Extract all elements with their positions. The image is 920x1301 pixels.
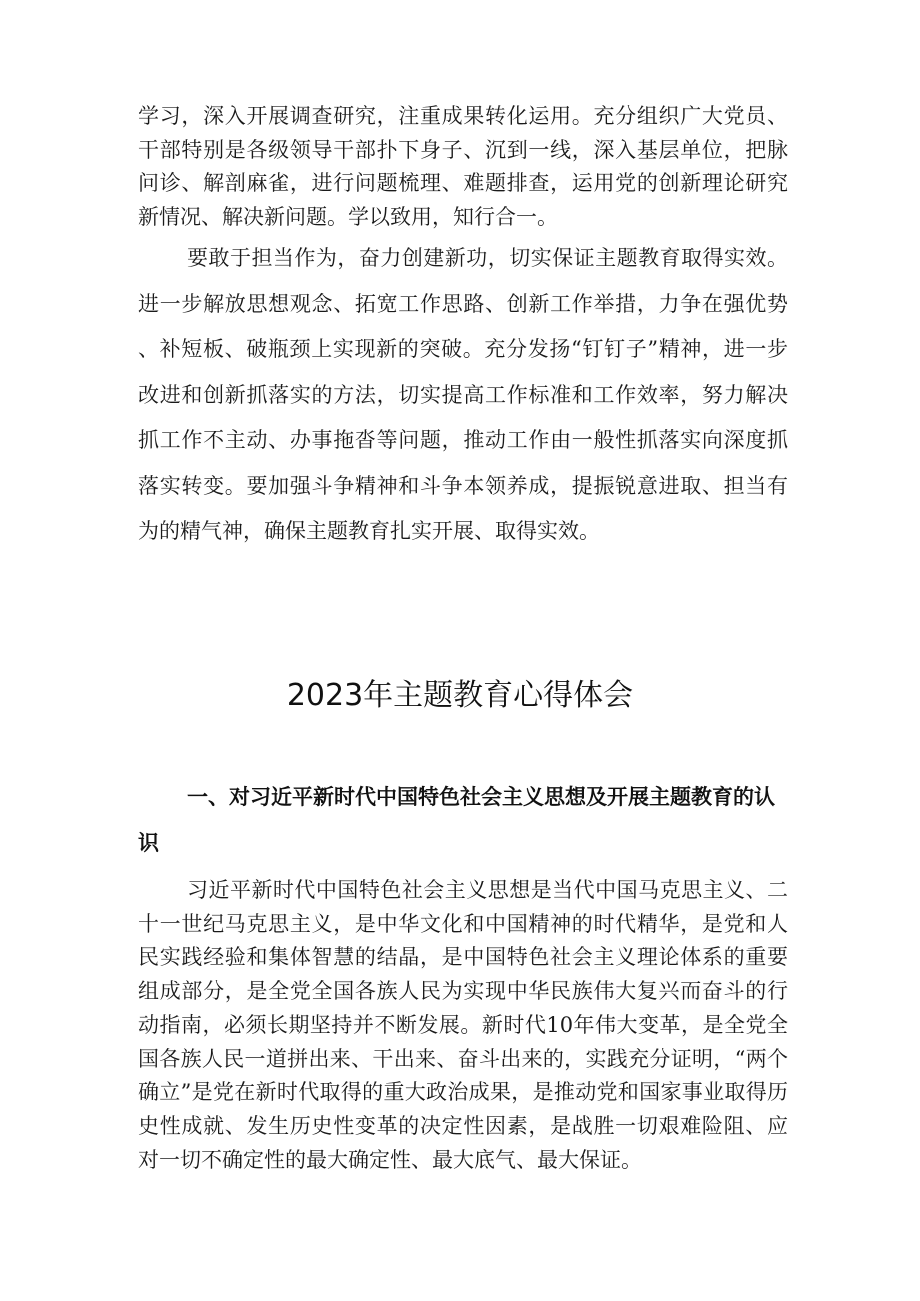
body-paragraph-thought: 习近平新时代中国特色社会主义思想是当代中国马克思主义、二十一世纪马克思主义，是中华文化和中国精神的时代精华，是党和人民实践经验和集体智慧的结晶，是中国特色社会主义理论体系的重要组成部分，是全党全国各族人民为实现中华民族伟大复兴而奋斗的行动指南，必须长期坚持并不断发展。新时代10年伟大变革，是全党全国各族人民一道拼出来、干出来、奋斗出来的，实践充分证明，“两个确立”是党在新时代取得的重大政治成果，是推动党和国家事业取得历史性成就、发生历史性变革的决定性因素，是战胜一切艰难险阻、应对一切不确定性的最大确定性、最大底气、最大保证。: [138, 878, 788, 1172]
body-paragraph-continuation: 学习，深入开展调查研究，注重成果转化运用。充分组织广大党员、干部特别是各级领导干部扑下身子、沉到一线，深入基层单位，把脉问诊、解剖麻雀，进行问题梳理、难题排查，运用党的创新理论研究新情况、解决新问题。学以致用，知行合一。: [138, 104, 788, 229]
body-paragraph-responsibility: 要敢于担当作为，奋力创建新功，切实保证主题教育取得实效。进一步解放思想观念、拓宽工作思路、创新工作举措，力争在强优势、补短板、破瓶颈上实现新的突破。充分发扬“钉钉子”精神，进一步改进和创新抓落实的方法，切实提高工作标准和工作效率，努力解决抓工作不主动、办事拖沓等问题，推动工作由一般性抓落实向深度抓落实转变。要加强斗争精神和斗争本领养成，提振锐意进取、担当有为的精气神，确保主题教育扎实开展、取得实效。: [138, 246, 788, 543]
section-heading: 一、对习近平新时代中国特色社会主义思想及开展主题教育的认识: [138, 785, 775, 855]
document-title: 2023年主题教育心得体会: [286, 678, 634, 713]
